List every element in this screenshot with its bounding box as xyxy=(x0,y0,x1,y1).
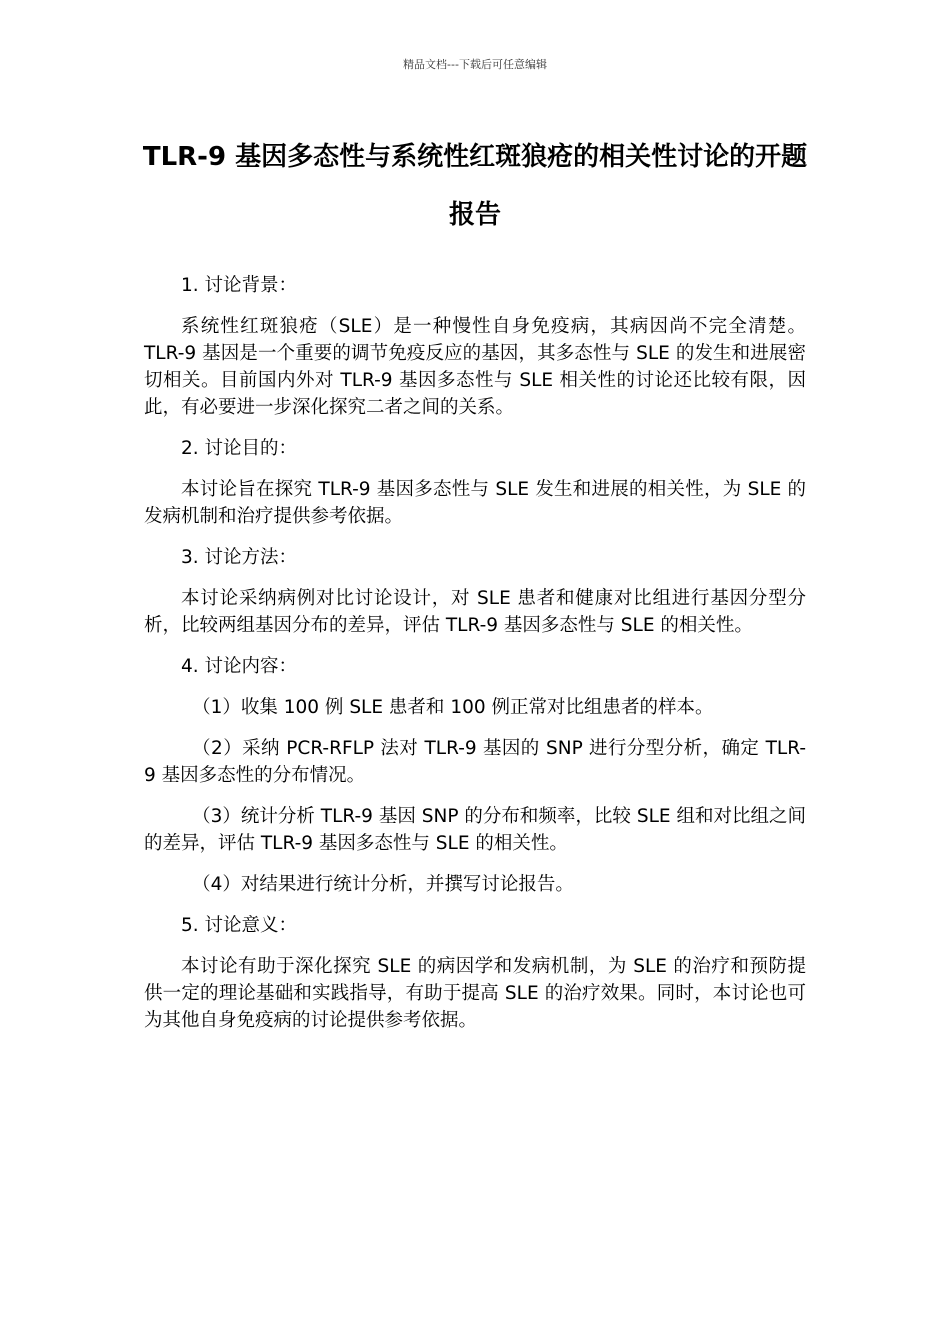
list-item: （4）对结果进行统计分析，并撰写讨论报告。 xyxy=(192,874,574,895)
paragraph: 本讨论旨在探究 TLR-9 基因多态性与 SLE 发生和进展的相关性，为 SLE 的发病机制和治疗提供参考依据。 xyxy=(144,479,806,527)
section-heading: 2. 讨论目的： xyxy=(181,438,298,459)
list-item: （2）采纳 PCR-RFLP 法对 TLR-9 基因的 SNP 进行分型分析，确定 TLR-9 基因多态性的分布情况。 xyxy=(144,738,806,786)
paragraph: 系统性红斑狼疮（SLE）是一种慢性自身免疫病，其病因尚不完全清楚。TLR-9 基因是一个重要的调节免疫反应的基因，其多态性与 SLE 的发生和进展密切相关。目前国内外对 TLR-9 基因多态性与 SLE 相关性的讨论还比较有限，因此，有必要进一步深化探究二者之间的关系。 xyxy=(144,316,806,418)
list-item: （3）统计分析 TLR-9 基因 SNP 的分布和频率，比较 SLE 组和对比组之间的差异，评估 TLR-9 基因多态性与 SLE 的相关性。 xyxy=(144,806,806,854)
section-heading: 3. 讨论方法： xyxy=(181,547,298,568)
section-heading: 1. 讨论背景： xyxy=(181,275,298,296)
section-heading: 5. 讨论意义： xyxy=(181,915,298,936)
header-note: 精品文档---下载后可任意编辑 xyxy=(403,58,547,71)
document-body xyxy=(144,272,806,1048)
paragraph: 本讨论有助于深化探究 SLE 的病因学和发病机制，为 SLE 的治疗和预防提供一定的理论基础和实践指导，有助于提高 SLE 的治疗效果。同时，本讨论也可为其他自身免疫病的讨论提供参考依据。 xyxy=(144,956,806,1031)
list-item: （1）收集 100 例 SLE 患者和 100 例正常对比组患者的样本。 xyxy=(192,697,714,718)
paragraph: 本讨论采纳病例对比讨论设计，对 SLE 患者和健康对比组进行基因分型分析，比较两组基因分布的差异，评估 TLR-9 基因多态性与 SLE 的相关性。 xyxy=(144,588,806,636)
document-title: TLR-9 基因多态性与系统性红斑狼疮的相关性讨论的开题报告 xyxy=(142,142,808,230)
section-heading: 4. 讨论内容： xyxy=(181,656,298,677)
